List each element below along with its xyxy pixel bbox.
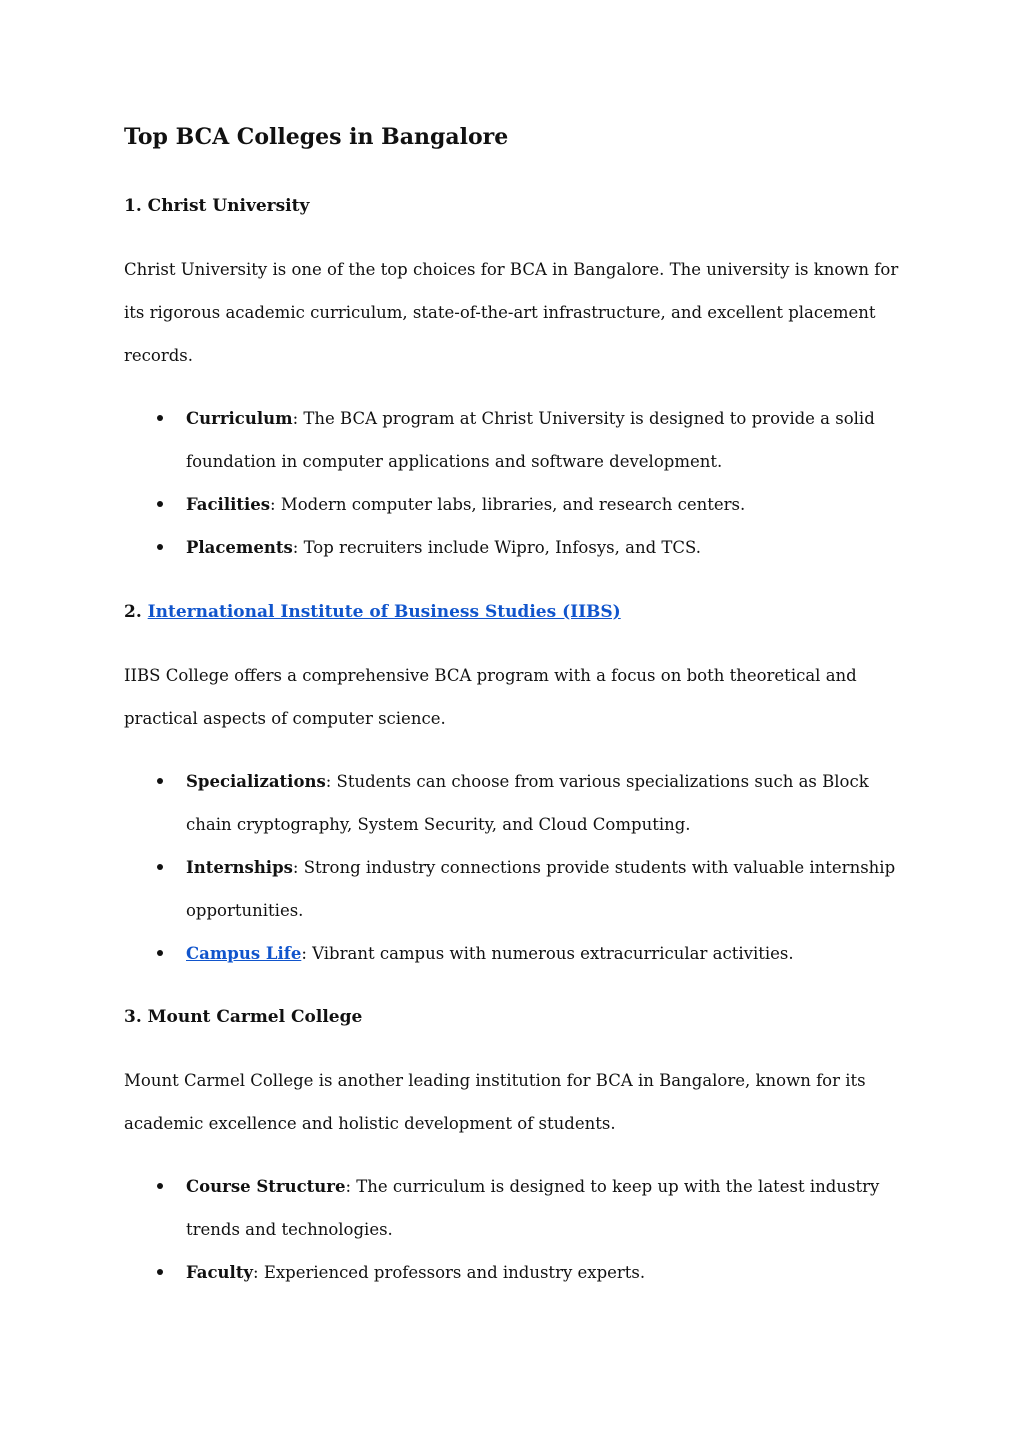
bullet-list: [124, 397, 914, 569]
bullet-text: : Vibrant campus with numerous extracurricular activities.: [301, 944, 794, 963]
bullet-icon: [157, 864, 163, 870]
section-heading-iibs: [124, 600, 621, 624]
bullet-text: : The curriculum is designed to keep up with the latest industry trends and technologies.: [186, 1177, 880, 1239]
list-item: [124, 526, 914, 569]
list-item: [124, 846, 914, 932]
section-number: 2.: [124, 602, 142, 622]
section-heading-christ-university: [124, 194, 309, 218]
bullet-icon: [157, 415, 163, 421]
bullet-list: [124, 760, 914, 975]
bullet-text: : Experienced professors and industry experts.: [253, 1263, 646, 1282]
bullet-label: Faculty: [186, 1263, 254, 1282]
bullet-icon: [157, 1183, 163, 1189]
list-item: [124, 760, 914, 846]
section-heading-mount-carmel: [124, 1005, 362, 1029]
bullet-icon: [157, 778, 163, 784]
list-item: [124, 932, 914, 975]
bullet-label: Placements: [186, 538, 293, 557]
section-title: Christ University: [147, 196, 310, 216]
bullet-label: Internships: [186, 858, 293, 877]
list-item: [124, 483, 914, 526]
bullet-list: [124, 1165, 914, 1294]
bullet-text: : Top recruiters include Wipro, Infosys, and TCS.: [292, 538, 701, 557]
bullet-text: : Strong industry connections provide students with valuable internship opportunities.: [186, 858, 896, 920]
section-title: Mount Carmel College: [147, 1007, 363, 1027]
section-number: 1.: [124, 196, 142, 216]
bullet-icon: [157, 1269, 163, 1275]
bullet-icon: [157, 544, 163, 550]
section-paragraph: IIBS College offers a comprehensive BCA program with a focus on both theoretical and practical aspects of computer science.: [124, 666, 857, 728]
section-paragraph: Christ University is one of the top choices for BCA in Bangalore. The university is known for its rigorous academic curriculum, state-of-the-art infrastructure, and excellent placement records.: [124, 260, 899, 365]
section-number: 3.: [124, 1007, 142, 1027]
section-paragraph: Mount Carmel College is another leading institution for BCA in Bangalore, known for its academic excellence and holistic development of students.: [124, 1071, 866, 1133]
bullet-label: Specializations: [186, 772, 326, 791]
page-title: Top BCA Colleges in Bangalore: [124, 124, 509, 150]
bullet-text: : Students can choose from various specializations such as Block chain cryptography, System Security, and Cloud Computing.: [186, 772, 869, 834]
iibs-link[interactable]: International Institute of Business Studies (IIBS): [147, 602, 621, 622]
bullet-label: Course Structure: [186, 1177, 346, 1196]
bullet-icon: [157, 950, 163, 956]
list-item: [124, 397, 914, 483]
bullet-icon: [157, 501, 163, 507]
campus-life-link[interactable]: Campus Life: [186, 944, 302, 963]
bullet-label: Facilities: [186, 495, 271, 514]
bullet-label: Curriculum: [186, 409, 293, 428]
bullet-text: : Modern computer labs, libraries, and research centers.: [270, 495, 746, 514]
bullet-text: : The BCA program at Christ University is designed to provide a solid foundation in computer applications and software development.: [186, 409, 875, 471]
list-item: [124, 1251, 914, 1294]
list-item: [124, 1165, 914, 1251]
